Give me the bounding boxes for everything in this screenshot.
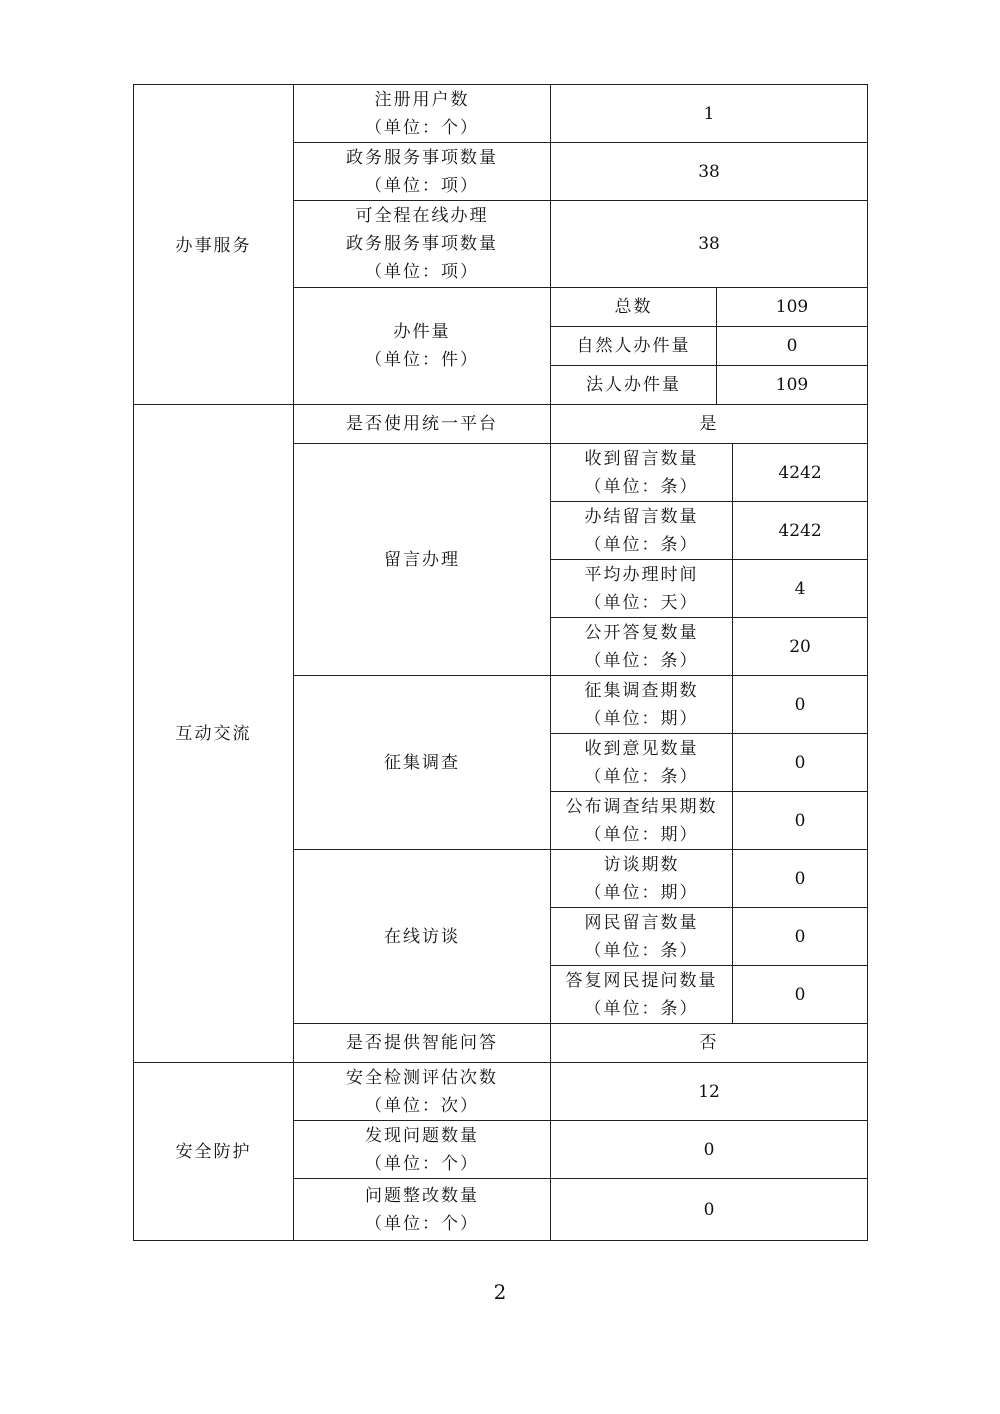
smart-qa-label: 是否提供智能问答 bbox=[294, 1024, 551, 1063]
cases-legal-person-value: 109 bbox=[717, 366, 868, 405]
survey-opinions-label: 收到意见数量 （单位：条） bbox=[551, 734, 733, 792]
registered-users-label: 注册用户数 （单位：个） bbox=[294, 85, 551, 143]
messages-received-value: 4242 bbox=[733, 444, 868, 502]
interview-periods-value: 0 bbox=[733, 850, 868, 908]
section-label-security: 安全防护 bbox=[134, 1063, 294, 1241]
issues-fixed-value: 0 bbox=[551, 1179, 868, 1241]
interview-messages-value: 0 bbox=[733, 908, 868, 966]
messages-avg-time-value: 4 bbox=[733, 560, 868, 618]
interview-replies-label: 答复网民提问数量 （单位：条） bbox=[551, 966, 733, 1024]
survey-periods-value: 0 bbox=[733, 676, 868, 734]
online-service-items-value: 38 bbox=[551, 201, 868, 288]
survey-label: 征集调查 bbox=[294, 676, 551, 850]
messages-label: 留言办理 bbox=[294, 444, 551, 676]
unified-platform-value: 是 bbox=[551, 405, 868, 444]
cases-natural-person-label: 自然人办件量 bbox=[551, 327, 717, 366]
cases-legal-person-label: 法人办件量 bbox=[551, 366, 717, 405]
messages-resolved-label: 办结留言数量 （单位：条） bbox=[551, 502, 733, 560]
cases-total-label: 总数 bbox=[551, 288, 717, 327]
service-items-label: 政务服务事项数量 （单位：项） bbox=[294, 143, 551, 201]
interview-replies-value: 0 bbox=[733, 966, 868, 1024]
messages-public-replies-value: 20 bbox=[733, 618, 868, 676]
security-checks-value: 12 bbox=[551, 1063, 868, 1121]
issues-found-label: 发现问题数量 （单位：个） bbox=[294, 1121, 551, 1179]
page-number: 2 bbox=[493, 1280, 507, 1304]
survey-opinions-value: 0 bbox=[733, 734, 868, 792]
survey-results-value: 0 bbox=[733, 792, 868, 850]
security-checks-label: 安全检测评估次数 （单位：次） bbox=[294, 1063, 551, 1121]
messages-resolved-value: 4242 bbox=[733, 502, 868, 560]
interview-messages-label: 网民留言数量 （单位：条） bbox=[551, 908, 733, 966]
cases-label: 办件量 （单位：件） bbox=[294, 288, 551, 405]
section-label-service: 办事服务 bbox=[134, 85, 294, 405]
issues-fixed-label: 问题整改数量 （单位：个） bbox=[294, 1179, 551, 1241]
cases-total-value: 109 bbox=[717, 288, 868, 327]
messages-received-label: 收到留言数量 （单位：条） bbox=[551, 444, 733, 502]
survey-periods-label: 征集调查期数 （单位：期） bbox=[551, 676, 733, 734]
interview-label: 在线访谈 bbox=[294, 850, 551, 1024]
registered-users-value: 1 bbox=[551, 85, 868, 143]
section-label-interaction: 互动交流 bbox=[134, 405, 294, 1063]
cases-natural-person-value: 0 bbox=[717, 327, 868, 366]
messages-public-replies-label: 公开答复数量 （单位：条） bbox=[551, 618, 733, 676]
messages-avg-time-label: 平均办理时间 （单位：天） bbox=[551, 560, 733, 618]
online-service-items-label: 可全程在线办理 政务服务事项数量 （单位：项） bbox=[294, 201, 551, 288]
service-items-value: 38 bbox=[551, 143, 868, 201]
interview-periods-label: 访谈期数 （单位：期） bbox=[551, 850, 733, 908]
survey-results-label: 公布调查结果期数 （单位：期） bbox=[551, 792, 733, 850]
issues-found-value: 0 bbox=[551, 1121, 868, 1179]
smart-qa-value: 否 bbox=[551, 1024, 868, 1063]
statistics-table bbox=[133, 84, 868, 1241]
unified-platform-label: 是否使用统一平台 bbox=[294, 405, 551, 444]
